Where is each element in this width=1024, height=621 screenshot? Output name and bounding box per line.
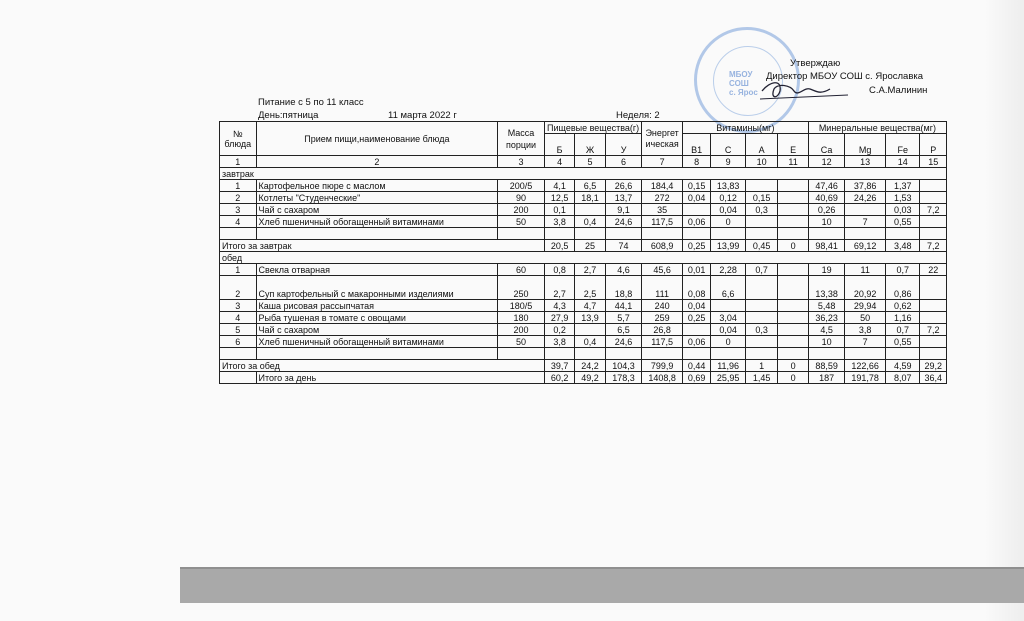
table-cell: 37,86 xyxy=(845,180,886,192)
table-cell xyxy=(778,312,808,324)
total-cell: 3,48 xyxy=(885,240,920,252)
table-cell: 2,28 xyxy=(711,264,746,276)
table-cell: 6,6 xyxy=(711,276,746,300)
table-cell: 50 xyxy=(498,336,545,348)
section-header xyxy=(220,252,947,264)
section-header xyxy=(220,168,947,180)
day-total-row xyxy=(220,372,947,384)
table-cell: 2 xyxy=(220,276,257,300)
total-cell: 799,9 xyxy=(642,360,683,372)
table-cell xyxy=(920,276,947,300)
table-cell: 5 xyxy=(220,324,257,336)
table-cell xyxy=(845,204,886,216)
table-cell: 9,1 xyxy=(605,204,642,216)
table-cell: 26,6 xyxy=(605,180,642,192)
day-total-cell: 8,07 xyxy=(885,372,920,384)
table-cell: 12,5 xyxy=(544,192,574,204)
table-cell: 24,6 xyxy=(605,216,642,228)
table-cell: 240 xyxy=(642,300,683,312)
table-cell: 1 xyxy=(220,264,257,276)
total-cell: 1 xyxy=(745,360,777,372)
table-cell: 3 xyxy=(220,204,257,216)
table-cell: 250 xyxy=(498,276,545,300)
table-cell: 0 xyxy=(711,216,746,228)
table-cell xyxy=(745,300,777,312)
day-total-cell: 60,2 xyxy=(544,372,574,384)
table-cell xyxy=(920,300,947,312)
table-cell: 5,48 xyxy=(808,300,845,312)
table-cell: 10 xyxy=(808,216,845,228)
table-cell xyxy=(745,336,777,348)
table-cell: 4,3 xyxy=(544,300,574,312)
column-number: 12 xyxy=(808,156,845,168)
column-number: 5 xyxy=(575,156,605,168)
table-cell: 27,9 xyxy=(544,312,574,324)
table-cell: 7 xyxy=(845,216,886,228)
table-cell: 45,6 xyxy=(642,264,683,276)
table-cell: Чай с сахаром xyxy=(256,204,498,216)
day-total-cell: Итого за день xyxy=(256,372,544,384)
table-cell: 47,46 xyxy=(808,180,845,192)
approval-line1: Утверждаю xyxy=(790,58,841,69)
table-cell: 60 xyxy=(498,264,545,276)
table-cell: Хлеб пшеничный обогащенный витаминами xyxy=(256,336,498,348)
table-cell: 0,4 xyxy=(575,216,605,228)
table-cell: 2 xyxy=(220,192,257,204)
table-cell: Свекла отварная xyxy=(256,264,498,276)
table-cell: 2,7 xyxy=(544,276,574,300)
section-total-row xyxy=(220,360,947,372)
total-cell: 4,59 xyxy=(885,360,920,372)
table-cell: 0,04 xyxy=(711,204,746,216)
total-cell: 0,44 xyxy=(682,360,710,372)
table-cell: 0,7 xyxy=(885,264,920,276)
table-row xyxy=(220,264,947,276)
empty-row xyxy=(220,228,947,240)
table-cell xyxy=(575,204,605,216)
table-cell: 13,38 xyxy=(808,276,845,300)
table-cell: 5,7 xyxy=(605,312,642,324)
table-cell: 200 xyxy=(498,204,545,216)
table-cell: 10 xyxy=(808,336,845,348)
column-number: 7 xyxy=(642,156,683,168)
day-total-cell: 191,78 xyxy=(845,372,886,384)
menu-title: Питание с 5 по 11 класс xyxy=(258,97,364,108)
table-cell: 1,53 xyxy=(885,192,920,204)
table-cell: 0,04 xyxy=(711,324,746,336)
table-cell: 0,04 xyxy=(682,192,710,204)
section-title: обед xyxy=(220,252,947,264)
column-number: 1 xyxy=(220,156,257,168)
table-cell: 2,5 xyxy=(575,276,605,300)
day-total-cell: 25,95 xyxy=(711,372,746,384)
table-cell: 117,5 xyxy=(642,336,683,348)
day-total-cell: 187 xyxy=(808,372,845,384)
total-cell: 0 xyxy=(778,240,808,252)
table-cell: 3,8 xyxy=(845,324,886,336)
total-cell: 11,96 xyxy=(711,360,746,372)
table-cell: 200 xyxy=(498,324,545,336)
total-cell: 13,99 xyxy=(711,240,746,252)
table-row xyxy=(220,216,947,228)
column-number-row xyxy=(220,156,947,168)
table-cell: 44,1 xyxy=(605,300,642,312)
scanner-edge xyxy=(180,569,1024,603)
table-cell: 3,04 xyxy=(711,312,746,324)
table-cell: 0,55 xyxy=(885,216,920,228)
table-cell: 20,92 xyxy=(845,276,886,300)
table-cell: 7 xyxy=(845,336,886,348)
column-number: 10 xyxy=(745,156,777,168)
table-cell xyxy=(745,180,777,192)
total-cell: 39,7 xyxy=(544,360,574,372)
table-cell xyxy=(778,192,808,204)
column-number: 4 xyxy=(544,156,574,168)
table-cell xyxy=(920,336,947,348)
table-cell xyxy=(920,192,947,204)
column-number: 8 xyxy=(682,156,710,168)
table-cell: 0,12 xyxy=(711,192,746,204)
table-cell xyxy=(745,276,777,300)
table-cell: 0,3 xyxy=(745,324,777,336)
table-cell: 0,62 xyxy=(885,300,920,312)
table-cell: Хлеб пшеничный обогащенный витаминами xyxy=(256,216,498,228)
table-cell: 4,1 xyxy=(544,180,574,192)
table-cell xyxy=(778,324,808,336)
table-cell: 117,5 xyxy=(642,216,683,228)
table-cell: 4 xyxy=(220,216,257,228)
total-cell: 98,41 xyxy=(808,240,845,252)
table-cell xyxy=(745,312,777,324)
table-cell: 40,69 xyxy=(808,192,845,204)
header-row-1 xyxy=(220,122,947,134)
table-cell: 0,15 xyxy=(682,180,710,192)
table-cell: 4 xyxy=(220,312,257,324)
table-cell: 7,2 xyxy=(920,324,947,336)
col-vitamins-header: Витамины(мг) xyxy=(682,122,808,134)
table-cell: 0,26 xyxy=(808,204,845,216)
table-cell: 111 xyxy=(642,276,683,300)
day-total-cell: 1,45 xyxy=(745,372,777,384)
table-cell: 50 xyxy=(498,216,545,228)
table-cell: 0,86 xyxy=(885,276,920,300)
total-cell: 0,25 xyxy=(682,240,710,252)
day-total-cell: 0 xyxy=(778,372,808,384)
table-cell: 0,08 xyxy=(682,276,710,300)
page-edge-shadow xyxy=(984,0,1024,621)
table-cell: 180/5 xyxy=(498,300,545,312)
section-total-row xyxy=(220,240,947,252)
table-cell: 0,2 xyxy=(544,324,574,336)
table-cell xyxy=(778,180,808,192)
table-cell: 3,8 xyxy=(544,336,574,348)
col-energy-header: Энергетическая xyxy=(642,122,683,156)
total-cell: 25 xyxy=(575,240,605,252)
table-cell xyxy=(778,204,808,216)
total-cell: 0,45 xyxy=(745,240,777,252)
total-cell: 29,2 xyxy=(920,360,947,372)
day-total-cell: 1408,8 xyxy=(642,372,683,384)
col-mass-header: Масса порции xyxy=(498,122,545,156)
table-cell: 13,83 xyxy=(711,180,746,192)
total-cell: 0 xyxy=(778,360,808,372)
column-number: 14 xyxy=(885,156,920,168)
table-row xyxy=(220,180,947,192)
table-cell: 1,37 xyxy=(885,180,920,192)
table-cell: 11 xyxy=(845,264,886,276)
col-num-header: № блюда xyxy=(220,122,257,156)
table-cell: 1,16 xyxy=(885,312,920,324)
table-cell: 0,06 xyxy=(682,336,710,348)
table-cell xyxy=(778,300,808,312)
table-cell: 18,1 xyxy=(575,192,605,204)
table-cell: 200/5 xyxy=(498,180,545,192)
table-cell: 29,94 xyxy=(845,300,886,312)
col-name-header: Прием пищи,наименование блюда xyxy=(256,122,498,156)
table-cell: 2,7 xyxy=(575,264,605,276)
table-cell: 90 xyxy=(498,192,545,204)
table-cell: 19 xyxy=(808,264,845,276)
table-cell: 4,6 xyxy=(605,264,642,276)
table-cell: 0,03 xyxy=(885,204,920,216)
total-cell: 104,3 xyxy=(605,360,642,372)
table-row xyxy=(220,300,947,312)
table-cell: 7,2 xyxy=(920,204,947,216)
table-cell xyxy=(920,180,947,192)
total-cell: 7,2 xyxy=(920,240,947,252)
day-total-cell: 36,4 xyxy=(920,372,947,384)
table-row xyxy=(220,192,947,204)
table-cell: 0,25 xyxy=(682,312,710,324)
table-cell xyxy=(711,300,746,312)
table-cell xyxy=(778,264,808,276)
date-label: 11 марта 2022 г xyxy=(388,110,457,121)
total-cell: Итого за завтрак xyxy=(220,240,545,252)
table-cell: 0,1 xyxy=(544,204,574,216)
table-row xyxy=(220,204,947,216)
column-number: 11 xyxy=(778,156,808,168)
menu-table xyxy=(219,121,947,384)
table-cell: 4,7 xyxy=(575,300,605,312)
col-nutrients-header: Пищевые вещества(г) xyxy=(544,122,641,134)
signature xyxy=(760,77,850,103)
table-cell: 0,7 xyxy=(885,324,920,336)
table-cell: 0,55 xyxy=(885,336,920,348)
table-cell xyxy=(682,204,710,216)
table-row xyxy=(220,312,947,324)
empty-row xyxy=(220,348,947,360)
table-cell: 3,8 xyxy=(544,216,574,228)
total-cell: 20,5 xyxy=(544,240,574,252)
table-cell: Котлеты "Студенческие" xyxy=(256,192,498,204)
table-cell: 0,06 xyxy=(682,216,710,228)
table-cell: 3 xyxy=(220,300,257,312)
table-cell xyxy=(778,216,808,228)
table-cell: 18,8 xyxy=(605,276,642,300)
header-row-2: Б Ж У В1 С А Е Са Mg Fe P xyxy=(220,134,947,156)
column-number: 2 xyxy=(256,156,498,168)
table-cell: 272 xyxy=(642,192,683,204)
table-row xyxy=(220,324,947,336)
col-minerals-header: Минеральные вещества(мг) xyxy=(808,122,946,134)
table-cell: 0,01 xyxy=(682,264,710,276)
day-total-cell: 49,2 xyxy=(575,372,605,384)
table-cell: Суп картофельный с макаронными изделиями xyxy=(256,276,498,300)
table-cell: 50 xyxy=(845,312,886,324)
table-cell: 6 xyxy=(220,336,257,348)
approval-line2: Директор МБОУ СОШ с. Ярославка xyxy=(766,71,924,82)
total-cell: 69,12 xyxy=(845,240,886,252)
table-cell: 4,5 xyxy=(808,324,845,336)
total-cell: 608,9 xyxy=(642,240,683,252)
table-cell xyxy=(920,216,947,228)
section-title: завтрак xyxy=(220,168,947,180)
table-cell: Картофельное пюре с маслом xyxy=(256,180,498,192)
table-cell: Каша рисовая рассыпчатая xyxy=(256,300,498,312)
table-cell xyxy=(745,216,777,228)
day-total-cell: 0,69 xyxy=(682,372,710,384)
approval-line3: С.А.Малинин xyxy=(869,85,928,96)
table-cell: 0,3 xyxy=(745,204,777,216)
table-cell xyxy=(575,324,605,336)
school-stamp: МБОУ СОШ с. Ярос xyxy=(694,27,800,133)
table-cell: 180 xyxy=(498,312,545,324)
table-cell: 0,15 xyxy=(745,192,777,204)
table-cell: 0,8 xyxy=(544,264,574,276)
table-cell: Рыба тушеная в томате с овощами xyxy=(256,312,498,324)
column-number: 6 xyxy=(605,156,642,168)
table-cell: 24,26 xyxy=(845,192,886,204)
week-label: Неделя: 2 xyxy=(616,110,660,121)
table-cell: 184,4 xyxy=(642,180,683,192)
total-cell: 74 xyxy=(605,240,642,252)
table-cell: 6,5 xyxy=(575,180,605,192)
day-label: День:пятница xyxy=(258,110,319,121)
table-cell xyxy=(778,336,808,348)
total-cell: 24,2 xyxy=(575,360,605,372)
table-cell: 6,5 xyxy=(605,324,642,336)
table-cell: 0,04 xyxy=(682,300,710,312)
table-cell: 0 xyxy=(711,336,746,348)
column-number: 3 xyxy=(498,156,545,168)
table-cell: 0,4 xyxy=(575,336,605,348)
table-cell: 22 xyxy=(920,264,947,276)
table-cell: 13,9 xyxy=(575,312,605,324)
table-cell xyxy=(920,312,947,324)
total-cell: Итого за обед xyxy=(220,360,545,372)
column-number: 9 xyxy=(711,156,746,168)
table-row xyxy=(220,276,947,300)
table-row xyxy=(220,336,947,348)
table-cell: 35 xyxy=(642,204,683,216)
table-cell: 13,7 xyxy=(605,192,642,204)
day-total-cell: 178,3 xyxy=(605,372,642,384)
table-cell: 36,23 xyxy=(808,312,845,324)
total-cell: 122,66 xyxy=(845,360,886,372)
column-number: 15 xyxy=(920,156,947,168)
table-cell: 0,7 xyxy=(745,264,777,276)
table-cell: 259 xyxy=(642,312,683,324)
table-cell: 26,8 xyxy=(642,324,683,336)
total-cell: 88,59 xyxy=(808,360,845,372)
table-cell xyxy=(682,324,710,336)
table-cell: 24,6 xyxy=(605,336,642,348)
table-cell xyxy=(778,276,808,300)
table-cell: Чай с сахаром xyxy=(256,324,498,336)
table-cell: 1 xyxy=(220,180,257,192)
column-number: 13 xyxy=(845,156,886,168)
